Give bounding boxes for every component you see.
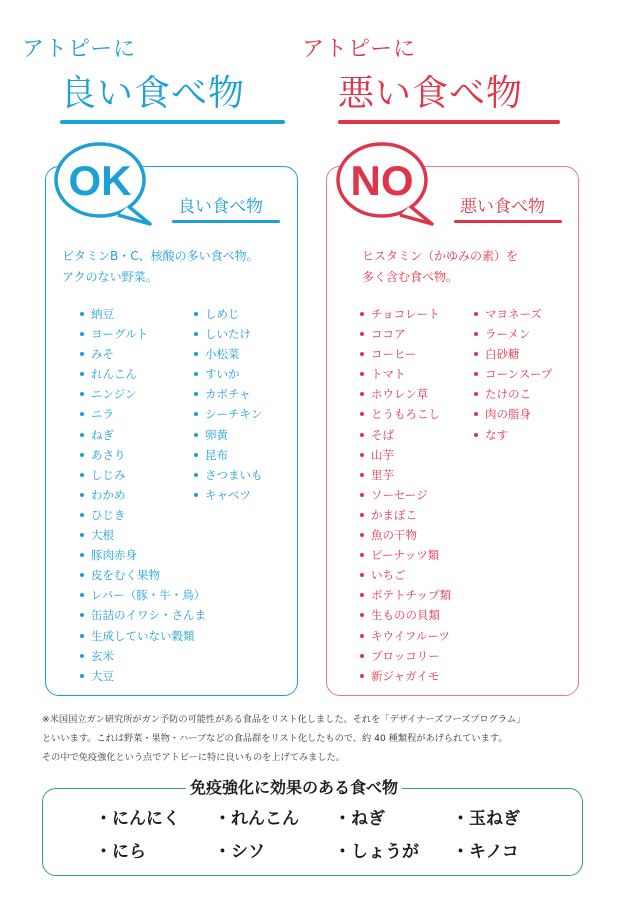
ok-speech-bubble-icon bbox=[52, 136, 160, 228]
food-list-item: 大豆 bbox=[80, 666, 206, 686]
food-list-item: とうもろこし bbox=[360, 404, 451, 424]
food-list-item: レバー（豚・牛・鳥） bbox=[80, 585, 206, 605]
food-list-item: 生ものの貝類 bbox=[360, 605, 451, 625]
food-list-item: ホウレン草 bbox=[360, 384, 451, 404]
no-badge-text: NO bbox=[350, 157, 414, 204]
immune-item: ・れんこん bbox=[214, 809, 299, 829]
no-food-list-col2 bbox=[474, 304, 552, 445]
food-list-item: 生成していない穀類 bbox=[80, 626, 206, 646]
food-list-item: ニンジン bbox=[80, 384, 206, 404]
food-list-item: ブロッコリー bbox=[360, 646, 451, 666]
food-list-item: 皮をむく果物 bbox=[80, 565, 206, 585]
food-list-item: 卵黄 bbox=[194, 425, 263, 445]
no-food-list-col1 bbox=[360, 304, 451, 686]
left-heading-small: アトピーに bbox=[22, 37, 137, 62]
ok-food-list-col1 bbox=[80, 304, 206, 686]
food-list-item: チョコレート bbox=[360, 304, 451, 324]
immune-item: ・にんにく bbox=[95, 809, 180, 829]
food-list-item: ひじき bbox=[80, 505, 206, 525]
food-list-item: 大根 bbox=[80, 525, 206, 545]
food-list-item: そば bbox=[360, 425, 451, 445]
left-heading-underline bbox=[60, 120, 285, 124]
immune-item: ・ねぎ bbox=[334, 809, 385, 829]
food-list-item: コーヒー bbox=[360, 344, 451, 364]
right-heading-underline bbox=[338, 120, 560, 124]
food-list-item: ヨーグルト bbox=[80, 324, 206, 344]
food-list-item: 玄米 bbox=[80, 646, 206, 666]
no-speech-bubble-icon bbox=[334, 136, 442, 228]
food-list-item: すいか bbox=[194, 364, 263, 384]
no-description-line: ヒスタミン（かゆみの素）を bbox=[362, 249, 519, 263]
food-list-item: なす bbox=[474, 425, 552, 445]
food-list-item: ニラ bbox=[80, 404, 206, 424]
food-list-item: マヨネーズ bbox=[474, 304, 552, 324]
left-heading-title: 良い食べ物 bbox=[60, 73, 246, 114]
ok-panel-title-underline bbox=[172, 220, 280, 223]
right-heading-small: アトピーに bbox=[302, 37, 417, 62]
food-list-item: ポテトチップ類 bbox=[360, 585, 451, 605]
food-list-item: コーンスープ bbox=[474, 364, 552, 384]
food-list-item: ラーメン bbox=[474, 324, 552, 344]
food-list-item: キャベツ bbox=[194, 485, 263, 505]
immune-item: ・にら bbox=[95, 842, 146, 862]
no-panel-title-underline bbox=[454, 220, 562, 223]
food-list-item: たけのこ bbox=[474, 384, 552, 404]
food-list-item: みそ bbox=[80, 344, 206, 364]
food-list-item: キウイフルーツ bbox=[360, 626, 451, 646]
no-panel-title: 悪い食べ物 bbox=[460, 197, 545, 217]
food-list-item: わかめ bbox=[80, 485, 206, 505]
food-list-item: さつまいも bbox=[194, 465, 263, 485]
food-list-item: 魚の干物 bbox=[360, 525, 451, 545]
food-list-item: 里芋 bbox=[360, 465, 451, 485]
food-list-item: トマト bbox=[360, 364, 451, 384]
immune-item: ・玉ねぎ bbox=[452, 809, 520, 829]
ok-food-list-col2 bbox=[194, 304, 263, 505]
food-list-item: しいたけ bbox=[194, 324, 263, 344]
food-list-item: いちご bbox=[360, 565, 451, 585]
food-list-item: 小松菜 bbox=[194, 344, 263, 364]
food-list-item: しじみ bbox=[80, 465, 206, 485]
food-list-item: 山芋 bbox=[360, 445, 451, 465]
food-list-item: 缶詰のイワシ・さんま bbox=[80, 605, 206, 625]
food-list-item: 豚肉赤身 bbox=[80, 545, 206, 565]
no-description bbox=[362, 246, 518, 288]
ok-description-line: アクのない野菜。 bbox=[62, 270, 158, 284]
ok-description bbox=[62, 246, 259, 288]
immune-item: ・しょうが bbox=[334, 842, 419, 862]
food-list-item: 肉の脂身 bbox=[474, 404, 552, 424]
food-list-item: 昆布 bbox=[194, 445, 263, 465]
food-list-item: ソーセージ bbox=[360, 485, 451, 505]
immune-item: ・キノコ bbox=[452, 842, 519, 862]
food-list-item: カボチャ bbox=[194, 384, 263, 404]
ok-badge-text: OK bbox=[68, 157, 132, 204]
food-list-item: 新ジャガイモ bbox=[360, 666, 451, 686]
food-list-item: シーチキン bbox=[194, 404, 263, 424]
food-list-item: かまぼこ bbox=[360, 505, 451, 525]
footnote-line: ※米国国立ガン研究所がガン予防の可能性がある食品をリスト化しました。それを「デザイナーズフーズプログラム」 bbox=[42, 714, 526, 725]
food-list-item: ココア bbox=[360, 324, 451, 344]
immune-box-title: 免疫強化に効果のある食べ物 bbox=[186, 778, 402, 798]
footnote-line: その中で免疫強化という点でアトピーに特に良いものを上げてみました。 bbox=[42, 752, 345, 763]
food-list-item: 白砂糖 bbox=[474, 344, 552, 364]
ok-panel-title: 良い食べ物 bbox=[178, 197, 263, 217]
footnote-line: といいます。これは野菜・果物・ハーブなどの食品群をリスト化したもので、約 40 種類程があげられています。 bbox=[42, 733, 508, 744]
footnote bbox=[42, 710, 525, 767]
food-list-item: ねぎ bbox=[80, 425, 206, 445]
food-list-item: れんこん bbox=[80, 364, 206, 384]
food-list-item: ピーナッツ類 bbox=[360, 545, 451, 565]
food-list-item: あさり bbox=[80, 445, 206, 465]
food-list-item: 納豆 bbox=[80, 304, 206, 324]
immune-item: ・シソ bbox=[214, 842, 265, 862]
ok-description-line: ビタミンB・C、核酸の多い食べ物。 bbox=[62, 249, 259, 263]
food-list-item: しめじ bbox=[194, 304, 263, 324]
right-heading-title: 悪い食べ物 bbox=[338, 73, 524, 114]
no-description-line: 多く含む食べ物。 bbox=[362, 270, 459, 284]
